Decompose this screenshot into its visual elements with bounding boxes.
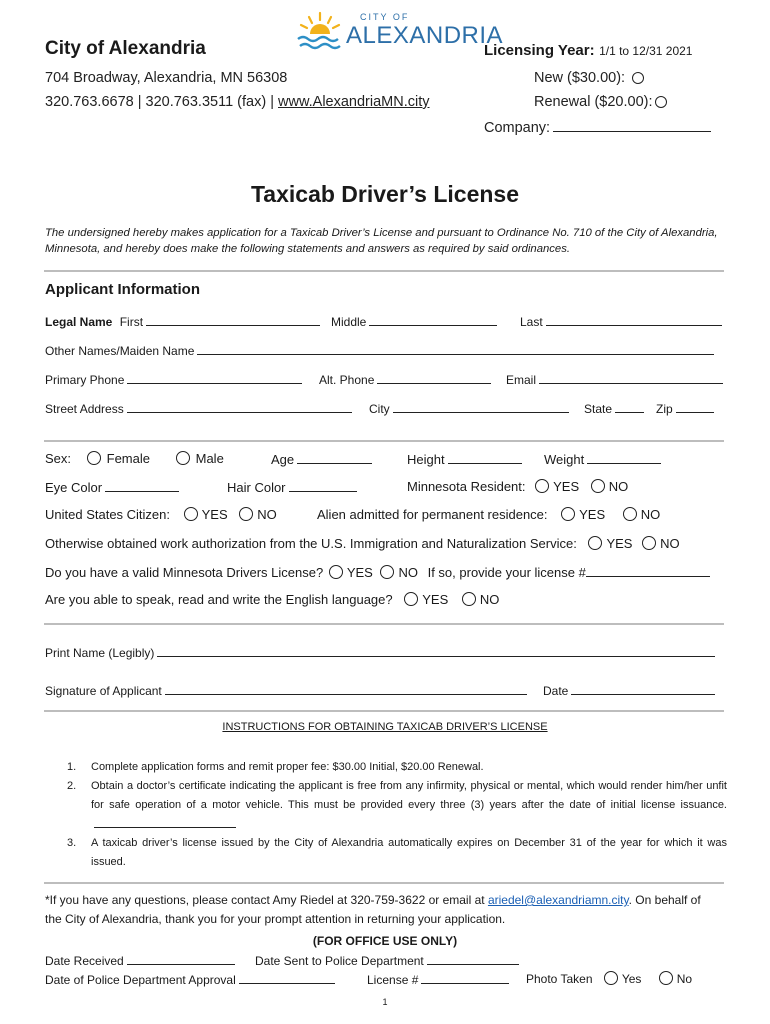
- work-auth-label: Otherwise obtained work authorization from the U.S. Immigration and Naturalization Service:: [45, 536, 577, 551]
- divider: [44, 440, 724, 442]
- last-name-field: [520, 313, 722, 329]
- dl-number-input[interactable]: [586, 564, 710, 577]
- mn-resident-field: [407, 479, 628, 494]
- alt-phone-field: [319, 371, 491, 387]
- primary-phone-field: [45, 371, 302, 387]
- new-label: New ($30.00):: [534, 70, 626, 86]
- print-name-field: [45, 644, 715, 660]
- date-received-field: [45, 952, 235, 968]
- company-input[interactable]: [553, 119, 711, 132]
- divider: [44, 882, 724, 884]
- contact-text: [45, 891, 717, 929]
- instructions-heading: INSTRUCTIONS FOR OBTAINING TAXICAB DRIVER’S LICENSE: [222, 721, 548, 733]
- mn-resident-no-radio[interactable]: [591, 479, 605, 493]
- us-citizen-field: [45, 507, 277, 522]
- hair-color-input[interactable]: [289, 479, 357, 492]
- applicant-heading: Applicant Information: [45, 281, 200, 298]
- alien-field: [317, 507, 660, 522]
- eye-color-input[interactable]: [105, 479, 179, 492]
- male-label: Male: [195, 451, 224, 466]
- company-field: [484, 119, 711, 136]
- state-label: State: [584, 402, 613, 416]
- signature-date-field: [543, 682, 715, 698]
- english-no-radio[interactable]: [462, 592, 476, 606]
- last-label: Last: [520, 315, 543, 329]
- state-field: [584, 400, 644, 416]
- height-field: [407, 451, 522, 467]
- weight-field: [544, 451, 661, 467]
- drivers-license-label: Do you have a valid Minnesota Drivers License?: [45, 565, 324, 580]
- city-input[interactable]: [393, 400, 569, 413]
- no-label: NO: [640, 507, 661, 522]
- dl-number-label: If so, provide your license #: [427, 565, 586, 580]
- city-label: City: [369, 402, 390, 416]
- licensing-year: [484, 42, 692, 60]
- licensing-year-label: Licensing Year:: [484, 42, 595, 59]
- age-field: [271, 451, 372, 467]
- mn-resident-label: Minnesota Resident:: [407, 479, 526, 494]
- no-label: NO: [257, 507, 277, 522]
- initial-issuance-input[interactable]: [94, 815, 236, 828]
- street-field: [45, 400, 352, 416]
- no-label: NO: [608, 479, 629, 494]
- signature-date-input[interactable]: [571, 682, 715, 695]
- print-name-input[interactable]: [157, 644, 715, 657]
- office-heading: (FOR OFFICE USE ONLY): [312, 934, 458, 948]
- alt-phone-input[interactable]: [377, 371, 491, 384]
- date-sent-field: [255, 952, 519, 968]
- height-label: Height: [407, 452, 445, 467]
- signature-input[interactable]: [165, 682, 527, 695]
- license-number-label: License #: [367, 973, 419, 987]
- logo-small-text: CITY OF: [360, 12, 410, 22]
- alien-no-radio[interactable]: [623, 507, 637, 521]
- police-approval-input[interactable]: [239, 971, 335, 984]
- signature-label: Signature of Applicant: [45, 684, 162, 698]
- sex-label: Sex:: [45, 451, 72, 466]
- no-label: NO: [479, 592, 500, 607]
- alt-phone-label: Alt. Phone: [319, 373, 375, 387]
- city-logo: [296, 8, 504, 56]
- other-names-input[interactable]: [197, 342, 714, 355]
- date-received-input[interactable]: [127, 952, 235, 965]
- date-sent-input[interactable]: [427, 952, 519, 965]
- yes-label: YES: [553, 479, 580, 494]
- mn-resident-yes-radio[interactable]: [535, 479, 549, 493]
- renewal-radio[interactable]: [655, 96, 667, 108]
- instruction-num: 1.: [67, 761, 77, 773]
- middle-label: Middle: [331, 315, 367, 329]
- yes-label: YES: [606, 536, 633, 551]
- email-input[interactable]: [539, 371, 723, 384]
- weight-label: Weight: [544, 452, 585, 467]
- primary-phone-label: Primary Phone: [45, 373, 125, 387]
- last-name-input[interactable]: [546, 313, 722, 326]
- license-number-input[interactable]: [421, 971, 509, 984]
- instruction-text: Complete application forms and remit proper fee: $30.00 Initial, $20.00 Renewal.: [91, 761, 484, 773]
- photo-yes-label: Yes: [621, 972, 642, 986]
- instruction-num: 2.: [67, 780, 77, 792]
- print-name-label: Print Name (Legibly): [45, 646, 155, 660]
- contact-email-link[interactable]: ariedel@alexandriamn.city: [487, 893, 629, 907]
- street-input[interactable]: [127, 400, 352, 413]
- city-field: [369, 400, 569, 416]
- yes-label: YES: [422, 592, 449, 607]
- english-label: Are you able to speak, read and write the English language?: [45, 592, 393, 607]
- new-option: [534, 70, 648, 86]
- hair-color-label: Hair Color: [227, 480, 286, 495]
- divider: [44, 270, 724, 272]
- first-label: First: [119, 315, 144, 329]
- zip-label: Zip: [656, 402, 673, 416]
- instruction-item: [67, 758, 727, 777]
- dl-no-radio[interactable]: [380, 565, 394, 579]
- dl-yes-radio[interactable]: [329, 565, 343, 579]
- zip-input[interactable]: [676, 400, 714, 413]
- yes-label: YES: [201, 507, 228, 522]
- drivers-license-field: [45, 564, 710, 580]
- instruction-text-body: Obtain a doctor’s certificate indicating the applicant is free from any infirmity, physical or mental, which would render him/her unfit for safe operation of a motor vehicle. This must be provided every three (3) years after the date of initial license issuance.: [91, 780, 727, 811]
- other-names-field: [45, 342, 714, 358]
- us-citizen-label: United States Citizen:: [45, 507, 171, 522]
- age-label: Age: [271, 452, 295, 467]
- page-number: 1: [382, 997, 388, 1007]
- page-title: Taxicab Driver’s License: [250, 181, 520, 207]
- alien-label: Alien admitted for permanent residence:: [317, 507, 548, 522]
- renewal-label: Renewal ($20.00):: [534, 94, 653, 110]
- zip-field: [656, 400, 714, 416]
- no-label: NO: [660, 536, 680, 551]
- instruction-text: [91, 777, 727, 835]
- first-name-input[interactable]: [146, 313, 320, 326]
- signature-date-label: Date: [543, 684, 569, 698]
- english-yes-radio[interactable]: [404, 592, 418, 606]
- middle-name-input[interactable]: [369, 313, 497, 326]
- renewal-option: [534, 94, 671, 110]
- english-field: [45, 592, 499, 607]
- us-citizen-yes-radio[interactable]: [184, 507, 198, 521]
- eye-color-label: Eye Color: [45, 480, 103, 495]
- yes-label: YES: [579, 507, 606, 522]
- hair-color-field: [227, 479, 357, 495]
- photo-no-radio[interactable]: [659, 971, 673, 985]
- height-input[interactable]: [448, 451, 522, 464]
- yes-label: YES: [346, 565, 373, 580]
- signature-field: [45, 682, 527, 698]
- email-field: [506, 371, 723, 387]
- police-approval-field: [45, 971, 335, 987]
- instruction-item: [67, 777, 727, 835]
- photo-taken-label: Photo Taken: [526, 972, 593, 986]
- intro-text: The undersigned hereby makes application for a Taxicab Driver’s License and pursuant to Ordinance No. 710 of the City of Alexandria, Minnesota, and hereby does make the following statements and answers as required by said ordinances.: [45, 227, 718, 255]
- middle-name-field: [331, 313, 497, 329]
- legal-name-row: [45, 313, 320, 329]
- instruction-text: A taxicab driver’s license issued by the City of Alexandria automatically expires on December 31 of the year for which it was issued.: [91, 837, 727, 868]
- date-sent-label: Date Sent to Police Department: [255, 954, 424, 968]
- alien-yes-radio[interactable]: [561, 507, 575, 521]
- sex-field: [45, 451, 224, 466]
- legal-name-label: Legal Name: [45, 315, 113, 329]
- street-label: Street Address: [45, 402, 124, 416]
- org-contact: [45, 94, 430, 110]
- divider: [44, 623, 724, 625]
- photo-taken-field: [526, 971, 692, 986]
- male-radio[interactable]: [176, 451, 190, 465]
- licensing-year-period: 1/1 to 12/31 2021: [599, 44, 693, 58]
- other-names-label: Other Names/Maiden Name: [45, 344, 195, 358]
- org-name: City of Alexandria: [45, 38, 206, 59]
- no-label: NO: [398, 565, 418, 580]
- divider: [44, 710, 724, 712]
- work-auth-field: [45, 536, 680, 551]
- org-phone: 320.763.6678 | 320.763.3511 (fax) |: [45, 94, 278, 110]
- photo-no-label: No: [676, 972, 693, 986]
- org-website-link[interactable]: www.AlexandriaMN.city: [278, 94, 430, 110]
- state-input[interactable]: [615, 400, 644, 413]
- sun-waves-icon: [296, 10, 344, 54]
- contact-after: . On behalf of the City of Alexandria, thank you for your prompt attention in returning your application.: [45, 893, 701, 926]
- contact-before: *If you have any questions, please contact Amy Riedel at 320-759-3622 or email at: [45, 893, 488, 907]
- email-label: Email: [506, 373, 537, 387]
- logo-big-text: ALEXANDRIA: [346, 22, 504, 49]
- us-citizen-no-radio[interactable]: [239, 507, 253, 521]
- work-auth-yes-radio[interactable]: [588, 536, 602, 550]
- org-address: 704 Broadway, Alexandria, MN 56308: [45, 70, 288, 86]
- weight-input[interactable]: [587, 451, 661, 464]
- date-received-label: Date Received: [45, 954, 124, 968]
- photo-yes-radio[interactable]: [604, 971, 618, 985]
- company-label: Company:: [484, 120, 551, 136]
- new-radio[interactable]: [632, 72, 644, 84]
- eye-color-field: [45, 479, 179, 495]
- instruction-item: [67, 834, 727, 872]
- work-auth-no-radio[interactable]: [642, 536, 656, 550]
- license-number-field: [367, 971, 509, 987]
- police-approval-label: Date of Police Department Approval: [45, 973, 236, 987]
- female-radio[interactable]: [87, 451, 101, 465]
- age-input[interactable]: [297, 451, 372, 464]
- female-label: Female: [106, 451, 150, 466]
- instruction-num: 3.: [67, 837, 77, 849]
- primary-phone-input[interactable]: [127, 371, 302, 384]
